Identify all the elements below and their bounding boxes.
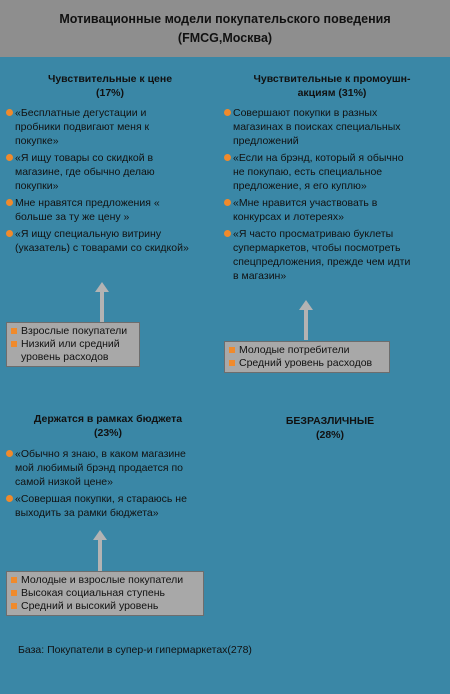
profile-item: Средний и высокий уровень — [11, 600, 199, 613]
bullet-icon — [11, 577, 17, 583]
segment-budget-name: Держатся в рамках бюджета — [33, 413, 183, 425]
list-item: «Мне нравится участвовать в конкурсах и лотереях» — [224, 196, 414, 224]
bullet-icon — [229, 360, 235, 366]
list-item: «Бесплатные дегустации и пробники подвигают меня к покупке» — [6, 106, 192, 148]
header — [0, 0, 450, 57]
segment-promo-bullets — [224, 106, 414, 286]
list-item: «Я часто просматриваю буклеты супермаркетов, чтобы посмотреть спецпредложения, прежде чем идти в магазин» — [224, 227, 414, 283]
segment-promo-profile — [224, 341, 390, 373]
list-item: «Совершая покупки, я стараюсь не выходить за рамки бюджета» — [6, 492, 206, 520]
profile-item: Взрослые покупатели — [11, 325, 135, 338]
profile-item: Низкий или средний уровень расходов — [11, 338, 135, 364]
profile-item: Средний уровень расходов — [229, 357, 385, 370]
list-item: Совершают покупки в разных магазинах в поисках специальных предложений — [224, 106, 414, 148]
bullet-icon — [11, 328, 17, 334]
segment-budget-profile — [6, 571, 204, 616]
bullet-icon — [6, 450, 13, 457]
profile-item: Молодые и взрослые покупатели — [11, 574, 199, 587]
bullet-icon — [224, 109, 231, 116]
list-item: «Я ищу специальную витрину (указатель) с товарами со скидкой» — [6, 227, 192, 255]
segment-price-name: Чувствительные к цене — [47, 73, 173, 85]
bullet-icon — [6, 199, 13, 206]
segment-price-bullets — [6, 106, 192, 258]
segment-price-title — [10, 72, 210, 100]
bullet-icon — [6, 154, 13, 161]
footer-note: База: Покупатели в супер-и гипермаркетах(278) — [18, 644, 252, 656]
arrow-up-icon — [94, 282, 110, 322]
segment-promo-title — [222, 72, 442, 100]
page-title: Мотивационные модели покупательского поведения — [59, 12, 391, 26]
bullet-icon — [6, 230, 13, 237]
bullet-icon — [11, 590, 17, 596]
bullet-icon — [224, 199, 231, 206]
list-item: «Если на брэнд, который я обычно не покупаю, есть специальное предложение, я его куплю» — [224, 151, 414, 193]
bullet-icon — [11, 341, 17, 347]
segment-budget-title — [8, 412, 208, 440]
segment-indifferent-title — [240, 414, 420, 442]
list-item: Мне нравятся предложения « больше за ту же цену » — [6, 196, 192, 224]
list-item: «Обычно я знаю, в каком магазине мой любимый брэнд продается по самой низкой цене» — [6, 447, 206, 489]
bullet-icon — [6, 109, 13, 116]
segment-indifferent-name: БЕЗРАЗЛИЧНЫЕ — [285, 415, 375, 427]
segment-indifferent-share: (28%) — [315, 429, 344, 441]
bullet-icon — [224, 230, 231, 237]
segment-price-profile — [6, 322, 140, 367]
page-subtitle: (FMCG,Москва) — [177, 31, 273, 45]
arrow-up-icon — [298, 300, 314, 340]
list-item: «Я ищу товары со скидкой в магазине, где обычно делаю покупки» — [6, 151, 192, 193]
profile-item: Молодые потребители — [229, 344, 385, 357]
bullet-icon — [229, 347, 235, 353]
arrow-up-icon — [92, 530, 108, 572]
bullet-icon — [6, 495, 13, 502]
segment-promo-share: акциям (31%) — [297, 87, 367, 99]
bullet-icon — [11, 603, 17, 609]
segment-budget-bullets — [6, 447, 206, 523]
segment-promo-name: Чувствительные к промоушн- — [253, 73, 411, 85]
segment-budget-share: (23%) — [93, 427, 122, 439]
segment-price-share: (17%) — [95, 87, 124, 99]
profile-item: Высокая социальная ступень — [11, 587, 199, 600]
bullet-icon — [224, 154, 231, 161]
